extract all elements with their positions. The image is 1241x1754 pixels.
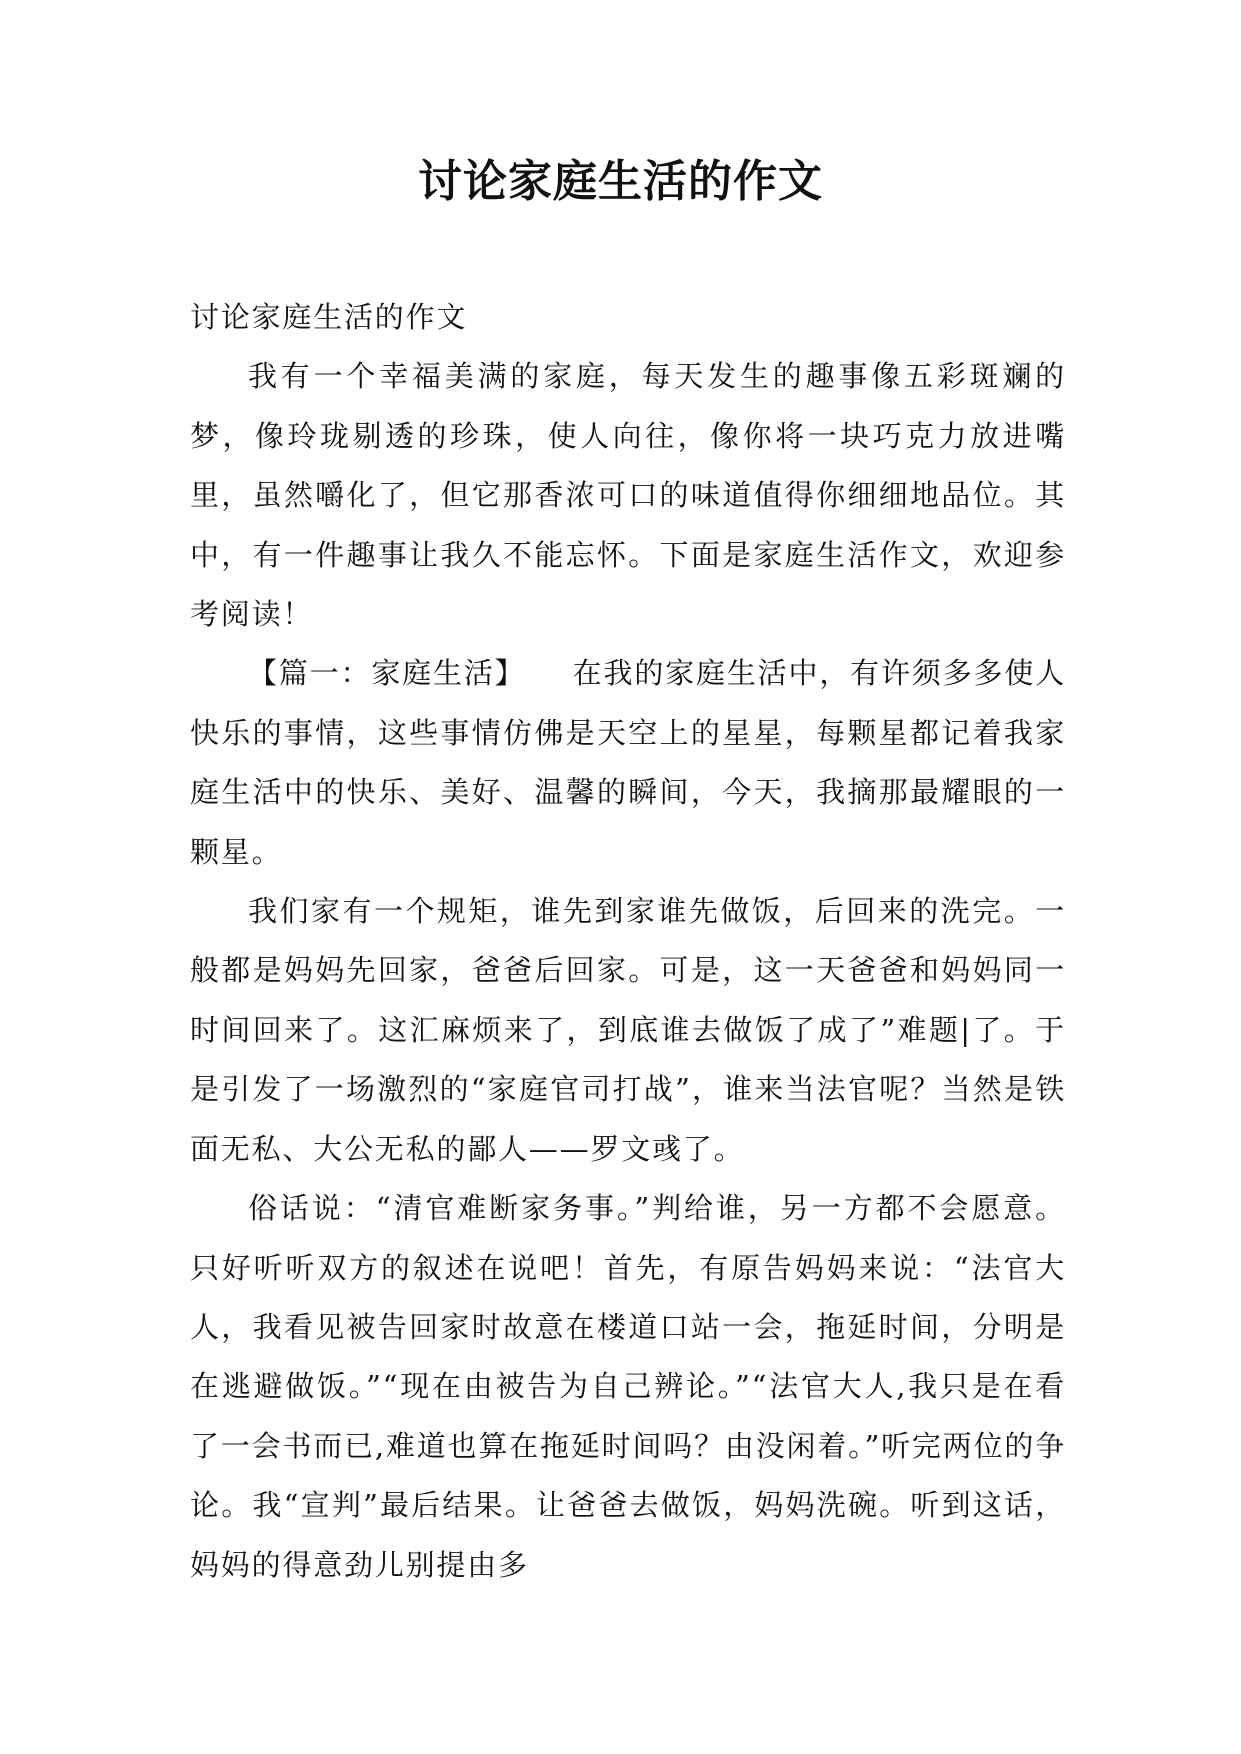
paragraph: 【篇一：家庭生活】 在我的家庭生活中，有许须多多使人快乐的事情，这些事情仿佛是天空上的星星，每颗星都记着我家庭生活中的快乐、美好、温馨的瞬间，今天，我摘那最耀眼的一颗星。	[190, 656, 1066, 869]
document-title: 讨论家庭生活的作文	[418, 156, 823, 207]
document-subtitle: 讨论家庭生活的作文	[190, 300, 468, 334]
paragraph: 我们家有一个规矩，谁先到家谁先做饭，后回来的洗完。一般都是妈妈先回家，爸爸后回家。可是，这一天爸爸和妈妈同一时间回来了。这汇麻烦来了，到底谁去做饭了成了”难题|了。于是引发了一场激烈的“家庭官司打战”，谁来当法官呢？当然是铁面无私、大公无私的鄙人——罗文彧了。	[190, 894, 1066, 1166]
document-body	[190, 288, 1066, 1595]
paragraph: 俗话说：“清官难断家务事。”判给谁，另一方都不会愿意。只好听听双方的叙述在说吧！首先，有原告妈妈来说：“法官大人，我看见被告回家时故意在楼道口站一会，拖延时间，分明是在逃避做饭。”“现在由被告为自己辨论。”“法官大人,我只是在看了一会书而已,难道也算在拖延时间吗？由没闲着。”听完两位的争论。我“宣判”最后结果。让爸爸去做饭，妈妈洗碗。听到这话，妈妈的得意劲儿别提由多	[190, 1191, 1066, 1582]
paragraph: 我有一个幸福美满的家庭，每天发生的趣事像五彩斑斓的梦，像玲珑剔透的珍珠，使人向往，像你将一块巧克力放进嘴里，虽然嚼化了，但它那香浓可口的味道值得你细细地品位。其中，有一件趣事让我久不能忘怀。下面是家庭生活作文，欢迎参考阅读！	[190, 359, 1066, 632]
